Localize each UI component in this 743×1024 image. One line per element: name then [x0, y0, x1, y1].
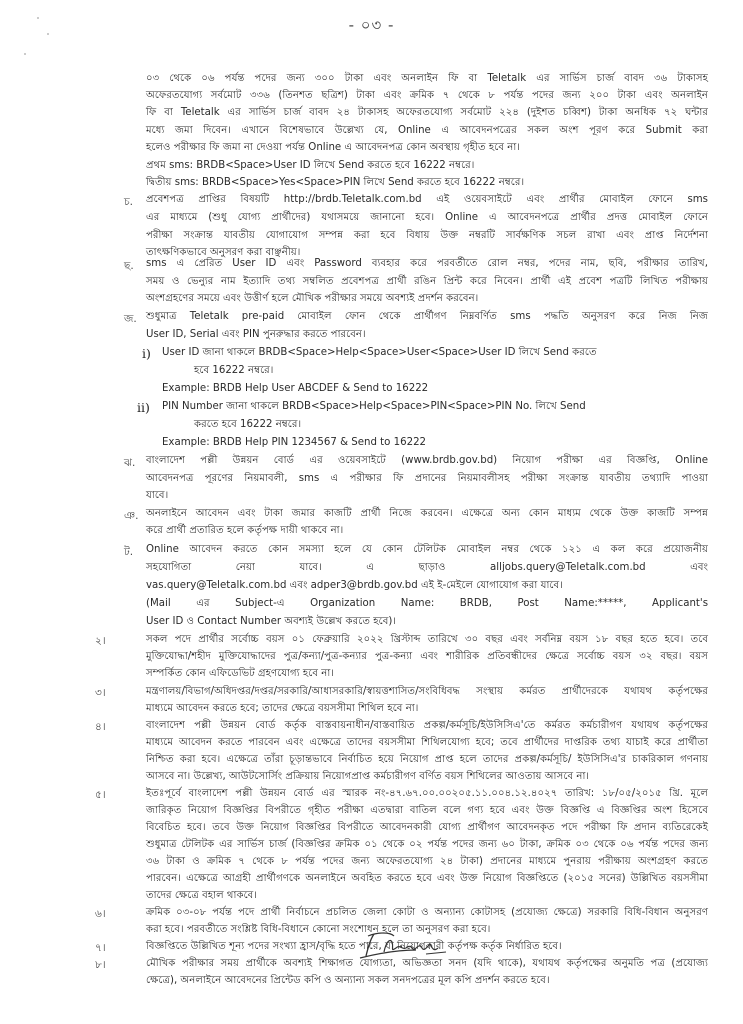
text-line: শুধুমাত্র Teletalk pre-paid মোবাইল ফোন থেকে প্রার্থীগণ নিম্নবর্ণিত sms পদ্ধতি অনুসরণ করে নিজ নিজ [146, 311, 708, 322]
text-line: যাবে। [146, 490, 169, 501]
example-line: Example: BRDB Help PIN 1234567 & Send to 16222 [162, 437, 427, 448]
text-line: করতে হবে 16222 নম্বরে। [194, 419, 302, 430]
text-line: বাংলাদেশ পল্লী উন্নয়ন বোর্ড এর ওয়েবসাইটে (www.brdb.gov.bd) নিয়োগ পরীক্ষা এর বিজ্ঞপ্তি, Online [146, 455, 708, 466]
text-line: পরীক্ষা সংক্রান্ত যাবতীয় যোগাযোগ সম্পন্ন করা হবে বিধায় উক্ত নম্বরটি সার্বক্ষণিক সচল রাখা এবং প্রাপ্ত নির্দেশনা [146, 230, 708, 241]
text-line: ক্রমিক ০৩-০৮ পর্যন্ত পদে প্রার্থী নির্বাচনে প্রচলিত জেলা কোটা ও অন্যান্য কোটাসহ (প্রযোজ্য ক্ষেত্রে) সরকারি বিধি-বিধান অনুসরণ [146, 907, 708, 918]
text-line: (Mail এর Subject-এ Organization Name: BRDB, Post Name:*****, Applicant's [146, 598, 708, 609]
text-line: ক্ষেত্রে), অনলাইনে আবেদনের প্রিন্টেড কপি ও অন্যান্য সকল সনদপত্রের মূল কপি প্রদর্শন করতে হবে। [146, 975, 550, 986]
text-line: মন্ত্রণালয়/বিভাগ/অধিদপ্তর/দপ্তর/সরকারি/আধাসরকারি/স্বায়ত্তশাসিত/সংবিধিবদ্ধ সংস্থায় কর্মরত প্রার্থীদেরকে যথাযথ কর্তৃপক্ষের [146, 686, 708, 697]
text-line: পারবেন। এক্ষেত্রে আগ্রহী প্রার্থীগণকে অনলাইনে অবহিত করতে হবে এবং উক্ত নিয়োগ বিজ্ঞপ্তিতে (২০১৫ সনের) উল্লিখিত বয়সসীমা [146, 873, 708, 884]
text-line: Online আবেদন করতে কোন সমস্যা হলে যে কোন টেলিটক মোবাইল নম্বর থেকে ১২১ এ কল করে প্রয়োজনীয় [146, 544, 708, 555]
example-line: Example: BRDB Help User ABCDEF & Send to 16222 [162, 383, 429, 394]
text-line: প্রবেশপত্র প্রাপ্তির বিষয়টি http://brdb.Teletalk.com.bd এই ওয়েবসাইটে এবং প্রার্থীর মোবাইল ফোনে sms [146, 194, 708, 205]
text-line: নিশ্চিত করা হবে। এক্ষেত্রে তাঁরা চূড়ান্তভাবে নির্বাচিত হয়ে নিয়োগ প্রাপ্ত হলে তাদের প্রকল্প/কর্মসূচি/ ইউসিসিএ'র চাকরিকাল গণনায় [146, 754, 708, 765]
text-line: বাংলাদেশ পল্লী উন্নয়ন বোর্ড কর্তৃক বাস্তবায়নাধীন/বাস্তবায়িত প্রকল্প/কর্মসূচি/ইউসিসিএ'তে কর্মরত কর্মচারীগণ যথাযথ কর্তৃপক্ষের [146, 720, 708, 731]
item-marker: ৫। [95, 789, 106, 801]
text-line: মৌখিক পরীক্ষার সময় প্রার্থীকে অবশ্যই শিক্ষাগত যোগ্যতা, অভিজ্ঞতা সনদ (যদি থাকে), যথাযথ কর্তৃপক্ষের অনুমতি পত্র (প্রযোজ্য [146, 958, 708, 969]
roman-marker: ii) [137, 400, 150, 415]
item-marker: ২। [95, 635, 106, 647]
item-marker: ছ. [124, 260, 134, 272]
contact-email-line: vas.query@Teletalk.com.bd এবং adper3@brdb.gov.bd এই ই-মেইলে যোগাযোগ করা যাবে। [146, 580, 563, 591]
text-line: করে প্রার্থী প্রতারিত হলে কর্তৃপক্ষ দায়ী থাকবে না। [146, 525, 344, 536]
text-line: ফি বা Teletalk এর সার্ভিস চার্জ বাবদ ২৪ টাকাসহ অফেরতযোগ্য সর্বমোট ২২৪ (দুইশত চব্বিশ) টাকা অনধিক ৭২ ঘন্টার [146, 107, 708, 118]
page-number: - ০৩ - [348, 16, 395, 34]
text-line: মুক্তিযোদ্ধা/শহীদ মুক্তিযোদ্ধাদের পুত্র/কন্যা/পুত্র-কন্যার পুত্র-কন্যা এবং শারীরিক প্রতিবন্ধীদের ক্ষেত্রে সর্বোচ্চ বয়স ৩২ বছর। বয়স [146, 651, 708, 662]
item-marker: জ. [124, 313, 137, 325]
text-line: ইতঃপূর্বে বাংলাদেশ পল্লী উন্নয়ন বোর্ড এর স্মারক নং-৪৭.৬৭.০০.০০২০৫.১১.০০৪.১২.৪০২৭ তারিখ: ১৮/০৫/২০১৫ খ্রি. মূলে [146, 788, 708, 799]
item-marker: ৭। [95, 942, 106, 954]
text-line: অংশগ্রহণের সময়ে এবং উত্তীর্ণ হলে মৌখিক পরীক্ষার সময়ে অবশ্যই প্রদর্শন করবেন। [146, 293, 479, 304]
text-line: তাৎক্ষণিকভাবে অনুসরণ করা বাঞ্ছনীয়। [146, 247, 301, 258]
text-line: আসবে না। উল্লেখ্য, আউটসোর্সিং প্রক্রিয়ায় নিয়োগপ্রাপ্ত কর্মচারীগণ বর্ণিত বয়স শিথিলের আওতায় আসবে না। [146, 771, 590, 782]
item-marker: ৩। [95, 687, 106, 699]
item-marker: ট. [124, 546, 134, 558]
text-line: User ID ও Contact Number অবশ্যই উল্লেখ করতে হবে)। [146, 616, 396, 627]
text-line: বিবেচিত হবে। তবে উক্ত নিয়োগ বিজ্ঞপ্তির বিপরীতে আবেদনকারী যোগ্য প্রার্থীগণ আবেদনকৃত পদে পরীক্ষা ফি প্রদান ব্যতিরেকেই [146, 822, 708, 833]
text-line: শুধুমাত্র টেলিটক এর সার্ভিস চার্জ (বিজ্ঞপ্তির ক্রমিক ০১ থেকে ০২ পর্যন্ত পদের জন্য ৬০ টাকা, ক্রমিক ০৩ থেকে ০৬ পর্যন্ত পদের জন্য [146, 839, 708, 850]
text-line: এর মাধ্যমে (শুধু যোগ্য প্রার্থীদের) যথাসময়ে জানানো হবে। Online এ আবেদনপত্রে প্রার্থীর প্রদত্ত মোবাইল ফোনে [146, 212, 708, 223]
text-line: সকল পদে প্রার্থীর সর্বোচ্চ বয়স ০১ ফেব্রুয়ারি ২০২২ খ্রিস্টাব্দ তারিখে ৩০ বছর এবং সর্বনিম্ন বয়স ১৮ বছর হতে হবে। তবে [146, 634, 708, 645]
text-line: সম্পর্কিত কোন এফিডেভিট গ্রহণযোগ্য হবে না। [146, 668, 334, 679]
text-line: হলেও পরীক্ষার ফি জমা না দেওয়া পর্যন্ত Online এ আবেদনপত্র কোন অবস্থায় গৃহীত হবে না। [146, 142, 520, 153]
text-line: মাধ্যমে আবেদন করতে পারবেন এবং এক্ষেত্রে তাদের বয়সসীমা শিথিলযোগ্য হবে; তবে প্রার্থীদের দাপ্তরিক তথ্য যাচাই করে প্রার্থীতা [146, 737, 708, 748]
text-line: User ID জানা থাকলে BRDB<Space>Help<Space>User<Space>User ID লিখে Send করতে [162, 347, 597, 358]
contact-email-line: সহযোগিতা নেয়া যাবে। এ ছাড়াও alljobs.query@Teletalk.com.bd এবং [146, 562, 708, 573]
text-line: অনলাইনে আবেদন এবং টাকা জমার কাজটি প্রার্থী নিজে করবেন। এক্ষেত্রে অন্য কোন মাধ্যম থেকে উক্ত কাজটি সম্পন্ন [146, 508, 708, 519]
text-line: বিজ্ঞপ্তিতে উল্লিখিত শূন্য পদের সংখ্যা হ্রাস/বৃদ্ধি হতে পারে, যা নিয়োগকারী কর্তৃপক্ষ কর্তৃক নির্ধারিত হবে। [146, 941, 562, 952]
signature-image [356, 928, 448, 962]
item-marker: ৪। [95, 721, 106, 733]
text-line: মাধ্যমে আবেদন করতে হবে; তাদের ক্ষেত্রে বয়সসীমা শিথিল হবে না। [146, 703, 419, 714]
scan-artifact [24, 53, 26, 55]
item-marker: ঝ. [124, 457, 136, 469]
text-line: তাদের ক্ষেত্রে বহাল থাকবে। [146, 890, 257, 901]
text-line: ০৩ থেকে ০৬ পর্যন্ত পদের জন্য ৩০০ টাকা এবং অনলাইন ফি বা Teletalk এর সার্ভিস চার্জ বাবদ ৩৬ টাকাসহ [146, 73, 708, 84]
item-marker: ৬। [95, 908, 106, 920]
item-marker: ঞ. [124, 510, 139, 522]
text-line: sms এ প্রেরিত User ID এবং Password ব্যবহার করে পরবর্তীতে রোল নম্বর, পদের নাম, ছবি, পরীক্ষার তারিখ, [146, 258, 708, 269]
item-marker: চ. [124, 196, 134, 208]
text-line: আবেদনপত্র পূরণের নিয়মাবলী, sms এ পরীক্ষার ফি প্রদানের নিয়মাবলীসহ পরীক্ষা সংক্রান্ত যাবতীয় তথ্যাদি পাওয়া [146, 473, 708, 484]
text-line: ৩৬ টাকা ও ক্রমিক ৭ থেকে ৮ পর্যন্ত পদের জন্য অফেরতযোগ্য ২৪ টাকা) প্রদানের মাধ্যমে পুনরায় পরীক্ষায় অংশগ্রহণ করতে [146, 856, 708, 867]
text-line: মধ্যে জমা দিবেন। এখানে বিশেষভাবে উল্লেখ্য যে, Online এ আবেদনপত্রের সকল অংশ পূরণ করে Submit করা [146, 125, 708, 136]
text-line: User ID, Serial এবং PIN পুনরুদ্ধার করতে পারবেন। [146, 329, 366, 340]
sms-instruction-first: প্রথম sms: BRDB<Space>User ID লিখে Send করতে হবে 16222 নম্বরে। [146, 160, 475, 171]
text-line: হবে 16222 নম্বরে। [194, 365, 274, 376]
text-line: অফেরতযোগ্য সর্বমোট ৩৩৬ (তিনশত ছত্রিশ) টাকা এবং ক্রমিক ৭ থেকে ৮ পর্যন্ত পদের জন্য ২০০ টাকা এবং অনলাইন [146, 90, 708, 101]
scan-artifact [37, 17, 39, 19]
roman-marker: i) [142, 346, 151, 361]
scan-artifact [47, 33, 49, 35]
sms-instruction-second: দ্বিতীয় sms: BRDB<Space>Yes<Space>PIN লিখে Send করতে হবে 16222 নম্বরে। [146, 177, 525, 188]
text-line: PIN Number জানা থাকলে BRDB<Space>Help<Space>PIN<Space>PIN No. লিখে Send [162, 401, 586, 412]
text-line: সময় ও ভেন্যুর নাম ইত্যাদি তথ্য সম্বলিত প্রবেশপত্র প্রার্থী রঙিন প্রিন্ট করে নিবেন। প্রার্থী এই প্রবেশ পত্রটি লিখিত পরীক্ষায় [146, 276, 708, 287]
text-line: করা হবে। পরবর্তীতে সংশ্লিষ্ট বিধি-বিধানে কোনো সংশোধন হলে তা অনুসরণ করা হবে। [146, 924, 491, 935]
item-marker: ৮। [95, 959, 106, 971]
text-line: জারিকৃত নিয়োগ বিজ্ঞপ্তির বিপরীতে গৃহীত পরীক্ষা এতদ্বারা বাতিল বলে গণ্য হবে এবং উক্ত বিজ্ঞপ্তি এ বিজ্ঞপ্তির অংশ হিসেবে [146, 805, 708, 816]
